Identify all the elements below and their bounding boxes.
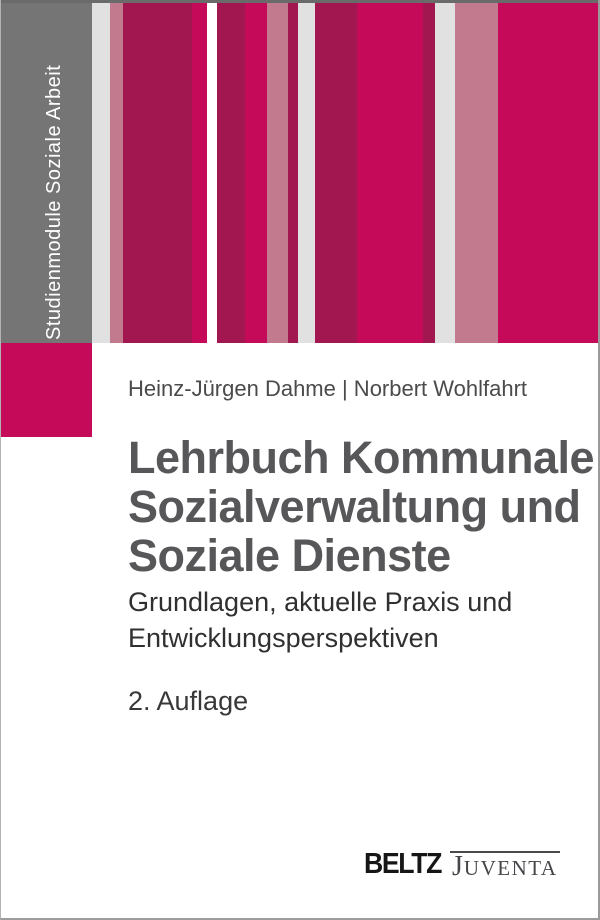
book-title: [128, 433, 594, 580]
stripe: [315, 3, 357, 343]
publisher-juventa-wordmark: [450, 851, 560, 881]
edition-label: 2. Auflage: [128, 686, 249, 716]
juventa-initial: J: [452, 851, 464, 882]
stripe-band: [92, 3, 598, 343]
stripe: [267, 3, 288, 343]
subtitle-line-2: Entwicklungsperspektiven: [128, 623, 439, 653]
stripe: [192, 3, 207, 343]
stripe: [245, 3, 267, 343]
stripe: [92, 3, 110, 343]
series-label: Studienmodule Soziale Arbeit: [43, 64, 65, 340]
stripe: [498, 3, 600, 343]
series-tab: [1, 3, 92, 343]
title-line-2: Sozialverwaltung und: [128, 481, 581, 532]
stripe: [123, 3, 192, 343]
stripe: [423, 3, 435, 343]
stripe: [207, 3, 217, 343]
subtitle-line-1: Grundlagen, aktuelle Praxis und: [128, 587, 513, 617]
stripe: [455, 3, 498, 343]
stripe: [357, 3, 423, 343]
stripe: [110, 3, 123, 343]
publisher-beltz-wordmark: BELTZ: [364, 848, 442, 880]
book-subtitle: [128, 584, 512, 656]
title-line-1: Lehrbuch Kommunale: [128, 432, 595, 483]
stripe: [435, 3, 455, 343]
author-line: Heinz-Jürgen Dahme | Norbert Wohlfahrt: [128, 376, 528, 401]
stripe: [217, 3, 245, 343]
juventa-rest: UVENTA: [463, 856, 558, 880]
stripe: [288, 3, 298, 343]
accent-square: [1, 343, 92, 437]
stripe: [298, 3, 315, 343]
title-line-3: Soziale Dienste: [128, 530, 451, 581]
